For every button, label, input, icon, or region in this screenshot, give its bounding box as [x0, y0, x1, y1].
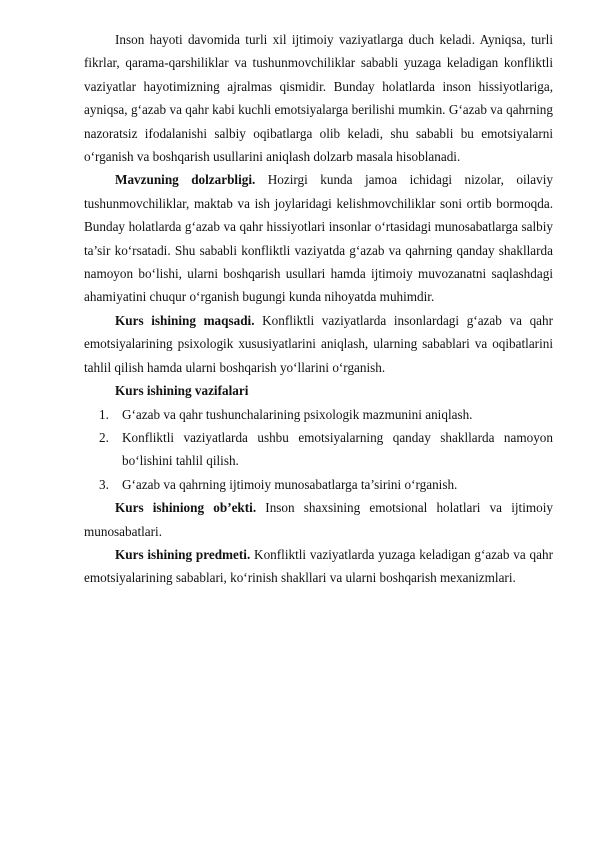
- list-item-number: 3.: [99, 476, 109, 492]
- object-paragraph: [84, 496, 553, 543]
- list-item-number: 1.: [99, 406, 109, 422]
- list-item-text: Konfliktli vaziyatlarda ushbu emotsiyalarning qanday shakllarda namoyon bo‘lishini tahlil qilish.: [122, 429, 553, 469]
- list-item: [84, 473, 553, 496]
- subject-text: Konfliktli vaziyatlarda yuzaga keladigan g‘azab va qahr emotsiyalarining sabablari, ko‘rinish shakllari va ularni boshqarish mexanizmlari.: [84, 546, 553, 586]
- purpose-text: Konfliktli vaziyatlarda insonlardagi g‘azab va qahr emotsiyalarining psixologik xususiyatlarini aniqlash, ularning sabablari va oqibatlarini tahlil qilish hamda ularni boshqarish yo‘llarini o‘rganish.: [84, 312, 554, 375]
- list-item-text: G‘azab va qahr tushunchalarining psixologik mazmunini aniqlash.: [122, 406, 473, 422]
- list-item: [84, 403, 553, 426]
- tasks-list: [84, 403, 553, 497]
- subject-paragraph: [84, 543, 553, 590]
- object-text: Inson shaxsining emotsional holatlari va ijtimoiy munosabatlari.: [84, 500, 553, 539]
- object-label: Kurs ishiniong ob’ekti.: [115, 500, 257, 516]
- relevance-text: Hozirgi kunda jamoa ichidagi nizolar, oilaviy tushunmovchiliklar, maktab va ish joylaridagi kelishmovchiliklar soni ortib bormoqda. Bunday holatlarda g‘azab va qahr hissiyotlari insonlar o‘rtasidagi munosabatlarga salbiy ta’sir ko‘rsatadi. Shu sababli konfliktli vaziyatda g‘azab va qahrning qanday shakllarda namoyon bo‘lishi, ularni boshqarish usullari hamda ijtimoiy muvozanatni saqlashdagi ahamiyatini chuqur o‘rganish bugungi kunda nihoyatda muhimdir.: [84, 172, 554, 305]
- subject-label: Kurs ishining predmeti.: [115, 546, 251, 562]
- list-item: [84, 426, 553, 473]
- purpose-paragraph: [84, 309, 553, 379]
- list-item-text: G‘azab va qahrning ijtimoiy munosabatlarga ta’sirini o‘rganish.: [122, 476, 458, 492]
- relevance-paragraph: [84, 168, 553, 308]
- purpose-label: Kurs ishining maqsadi.: [115, 312, 255, 328]
- intro-paragraph: Inson hayoti davomida turli xil ijtimoiy vaziyatlarga duch keladi. Ayniqsa, turli fikrlar, qarama-qarshiliklar va tushunmovchiliklar sababli yuzaga keladigan konfliktli vaziyatlar hayotimizning ajralmas qismidir. Bunday holatlarda inson hissiyotlariga, ayniqsa, g‘azab va qahr kabi kuchli emotsiyalarga berilishi mumkin. G‘azab va qahrning nazoratsiz ifodalanishi salbiy oqibatlarga olib keladi, shu sababli bu emotsiyalarni o‘rganish va boshqarish usullarini aniqlash dolzarb masala hisoblanadi.: [84, 32, 553, 165]
- relevance-label: Mavzuning dolzarbligi.: [115, 172, 256, 188]
- tasks-heading: Kurs ishining vazifalari: [115, 383, 249, 399]
- list-item-number: 2.: [99, 429, 109, 445]
